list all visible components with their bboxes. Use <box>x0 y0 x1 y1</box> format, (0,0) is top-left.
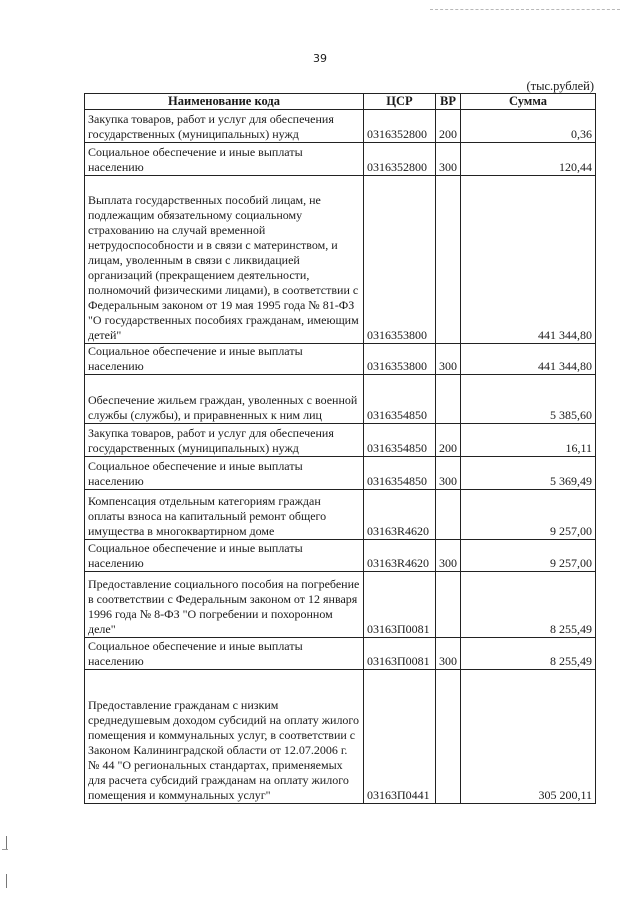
table-row <box>85 490 596 540</box>
cell-name: Социальное обеспечение и иные выплаты населению <box>85 457 364 490</box>
cell-name: Предоставление социального пособия на погребение в соответствии с Федеральным законом от 12 января 1996 года № 8-ФЗ "О погребении и похоронном деле" <box>85 572 364 638</box>
cell-csr: 0316352800 <box>364 143 436 176</box>
cell-name: Компенсация отдельным категориям граждан оплаты взноса на капитальный ремонт общего имущества в многоквартирном доме <box>85 490 364 540</box>
cell-name: Закупка товаров, работ и услуг для обеспечения государственных (муниципальных) нужд <box>85 110 364 143</box>
cell-sum: 16,11 <box>461 424 596 457</box>
budget-table <box>84 93 596 804</box>
table-row <box>85 424 596 457</box>
cell-sum: 120,44 <box>461 143 596 176</box>
table-row <box>85 540 596 572</box>
cell-csr: 03163П0081 <box>364 638 436 670</box>
cell-name: Социальное обеспечение и иные выплаты населению <box>85 143 364 176</box>
table-row <box>85 344 596 375</box>
page-number: 39 <box>313 52 327 65</box>
cell-name: Социальное обеспечение и иные выплаты населению <box>85 344 364 375</box>
cell-vr: 300 <box>436 457 461 490</box>
cell-csr: 0316354850 <box>364 457 436 490</box>
cell-name: Предоставление гражданам с низким среднедушевым доходом субсидий на оплату жилого помещения и коммунальных услуг, в соответствии с Законом Калининградской области от 12.07.2006 г. № 44 "О региональных стандартах, применяемых для расчета субсидий гражданам на оплату жилого помещения и коммунальных услуг" <box>85 670 364 804</box>
scan-artifact-left <box>6 836 7 850</box>
cell-sum: 9 257,00 <box>461 490 596 540</box>
table-row <box>85 638 596 670</box>
cell-csr: 03163R4620 <box>364 540 436 572</box>
cell-sum: 441 344,80 <box>461 176 596 344</box>
table-row <box>85 375 596 424</box>
cell-vr <box>436 176 461 344</box>
cell-name: Обеспечение жильем граждан, уволенных с военной службы (службы), и приравненных к ним лиц <box>85 375 364 424</box>
cell-vr: 200 <box>436 110 461 143</box>
units-label: (тыс.рублей) <box>526 79 594 93</box>
cell-csr: 03163R4620 <box>364 490 436 540</box>
cell-sum: 9 257,00 <box>461 540 596 572</box>
cell-csr: 0316353800 <box>364 344 436 375</box>
cell-csr: 03163П0081 <box>364 572 436 638</box>
cell-sum: 8 255,49 <box>461 638 596 670</box>
table-row <box>85 457 596 490</box>
cell-name: Социальное обеспечение и иные выплаты населению <box>85 540 364 572</box>
table-row <box>85 110 596 143</box>
column-header-csr: ЦСР <box>364 94 436 110</box>
scan-artifact-left <box>6 874 7 888</box>
cell-sum: 8 255,49 <box>461 572 596 638</box>
cell-vr <box>436 670 461 804</box>
cell-csr: 03163П0441 <box>364 670 436 804</box>
cell-name: Выплата государственных пособий лицам, не подлежащим обязательному социальному страхованию на случай временной нетрудоспособности и в связи с материнством, и лицам, уволенным в связи с ликвидацией организаций (прекращением деятельности, полномочий физическими лицами), в соответствии с Федеральным законом от 19 мая 1995 года № 81-ФЗ "О государственных пособиях гражданам, имеющим детей" <box>85 176 364 344</box>
table-row <box>85 143 596 176</box>
cell-vr: 300 <box>436 638 461 670</box>
column-header-vr: ВР <box>436 94 461 110</box>
cell-sum: 5 369,49 <box>461 457 596 490</box>
cell-sum: 441 344,80 <box>461 344 596 375</box>
cell-csr: 0316354850 <box>364 375 436 424</box>
scan-artifact-top <box>430 9 620 10</box>
column-header-name: Наименование кода <box>85 94 364 110</box>
cell-vr <box>436 572 461 638</box>
cell-vr: 200 <box>436 424 461 457</box>
cell-csr: 0316353800 <box>364 176 436 344</box>
scan-artifact-left <box>2 849 8 850</box>
cell-vr: 300 <box>436 344 461 375</box>
cell-vr: 300 <box>436 143 461 176</box>
cell-vr <box>436 375 461 424</box>
table-row <box>85 176 596 344</box>
cell-sum: 5 385,60 <box>461 375 596 424</box>
table-header-row <box>85 94 596 110</box>
cell-name: Закупка товаров, работ и услуг для обеспечения государственных (муниципальных) нужд <box>85 424 364 457</box>
cell-csr: 0316352800 <box>364 110 436 143</box>
cell-sum: 305 200,11 <box>461 670 596 804</box>
table-row <box>85 670 596 804</box>
column-header-sum: Сумма <box>461 94 596 110</box>
cell-vr <box>436 490 461 540</box>
cell-csr: 0316354850 <box>364 424 436 457</box>
cell-name: Социальное обеспечение и иные выплаты населению <box>85 638 364 670</box>
table-row <box>85 572 596 638</box>
cell-vr: 300 <box>436 540 461 572</box>
cell-sum: 0,36 <box>461 110 596 143</box>
